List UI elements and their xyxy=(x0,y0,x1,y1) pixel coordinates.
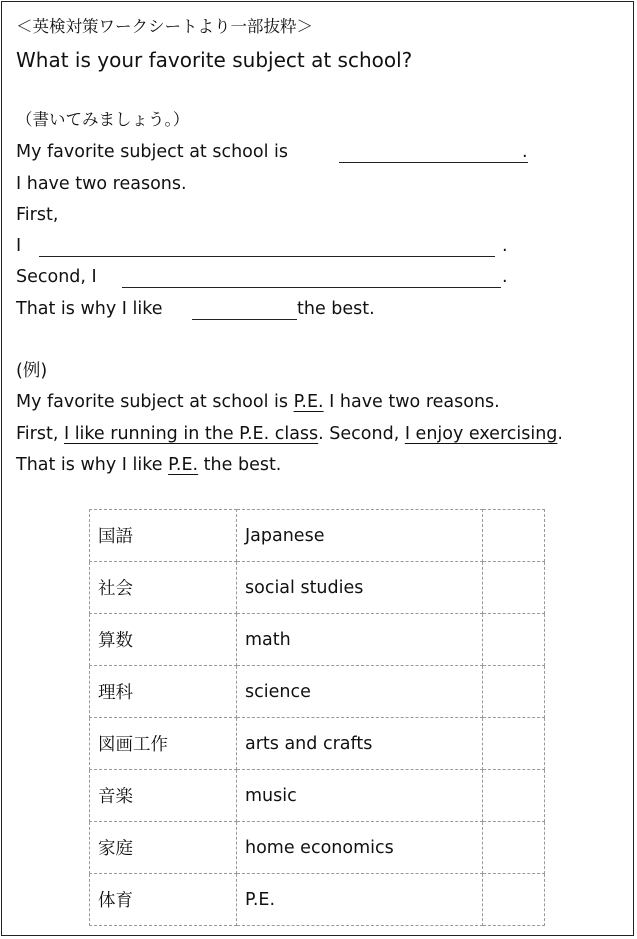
empty-cell xyxy=(483,614,545,666)
template-line-conclusion-end: the best. xyxy=(297,299,375,319)
subject-english-name: arts and crafts xyxy=(237,718,483,770)
subject-japanese-name: 算数 xyxy=(90,614,237,666)
subject-english-name: social studies xyxy=(237,562,483,614)
period: . xyxy=(522,142,528,162)
example-text: the best. xyxy=(198,455,282,475)
template-line-first: First, xyxy=(16,205,59,225)
example-line-2 xyxy=(16,423,563,445)
subject-table xyxy=(89,509,545,926)
subject-english-name: P.E. xyxy=(237,874,483,926)
example-subject: P.E. xyxy=(168,455,199,475)
template-line-conclusion: That is why I like xyxy=(16,299,163,319)
example-reason-1: I like running in the P.E. class xyxy=(63,424,319,444)
example-text: That is why I like xyxy=(16,455,169,475)
subject-english-name: home economics xyxy=(237,822,483,874)
example-line-3 xyxy=(16,454,281,476)
subject-english-name: music xyxy=(237,770,483,822)
subject-japanese-name: 家庭 xyxy=(90,822,237,874)
period: . xyxy=(502,236,508,256)
table-row xyxy=(90,666,545,718)
question: What is your favorite subject at school? xyxy=(16,48,413,72)
template-line-second: Second, I xyxy=(16,267,97,287)
empty-cell xyxy=(483,718,545,770)
example-label: (例) xyxy=(16,361,48,381)
template-line-reason1: I xyxy=(16,236,22,256)
subject-japanese-name: 音楽 xyxy=(90,770,237,822)
blank-reason-2[interactable] xyxy=(122,287,501,288)
subject-japanese-name: 体育 xyxy=(90,874,237,926)
table-row xyxy=(90,874,545,926)
table-row xyxy=(90,822,545,874)
empty-cell xyxy=(483,666,545,718)
empty-cell xyxy=(483,770,545,822)
empty-cell xyxy=(483,510,545,562)
example-reason-2: I enjoy exercising xyxy=(404,424,558,444)
example-text: I have two reasons. xyxy=(323,392,500,412)
example-text: . xyxy=(557,424,563,444)
subject-english-name: math xyxy=(237,614,483,666)
blank-reason-1[interactable] xyxy=(39,256,495,257)
example-line-1 xyxy=(16,391,500,413)
template-line-reasons: I have two reasons. xyxy=(16,174,187,194)
instruction: （書いてみましょう。） xyxy=(16,110,190,129)
table-row xyxy=(90,510,545,562)
subject-english-name: science xyxy=(237,666,483,718)
worksheet-title: ＜英検対策ワークシートより一部抜粋＞ xyxy=(16,17,313,36)
example-subject: P.E. xyxy=(293,392,324,412)
empty-cell xyxy=(483,562,545,614)
subject-english-name: Japanese xyxy=(237,510,483,562)
subject-japanese-name: 社会 xyxy=(90,562,237,614)
empty-cell xyxy=(483,874,545,926)
subject-japanese-name: 理科 xyxy=(90,666,237,718)
blank-conclusion-subject[interactable] xyxy=(192,319,297,320)
blank-favorite-subject[interactable] xyxy=(339,162,528,163)
empty-cell xyxy=(483,822,545,874)
subject-japanese-name: 国語 xyxy=(90,510,237,562)
table-row xyxy=(90,562,545,614)
example-text: First, xyxy=(16,424,64,444)
table-row xyxy=(90,718,545,770)
table-row xyxy=(90,770,545,822)
example-text: . Second, xyxy=(318,424,405,444)
subject-japanese-name: 図画工作 xyxy=(90,718,237,770)
period: . xyxy=(502,267,508,287)
example-text: My favorite subject at school is xyxy=(16,392,294,412)
worksheet xyxy=(1,1,634,936)
table-row xyxy=(90,614,545,666)
template-line-favorite: My favorite subject at school is xyxy=(16,142,289,162)
